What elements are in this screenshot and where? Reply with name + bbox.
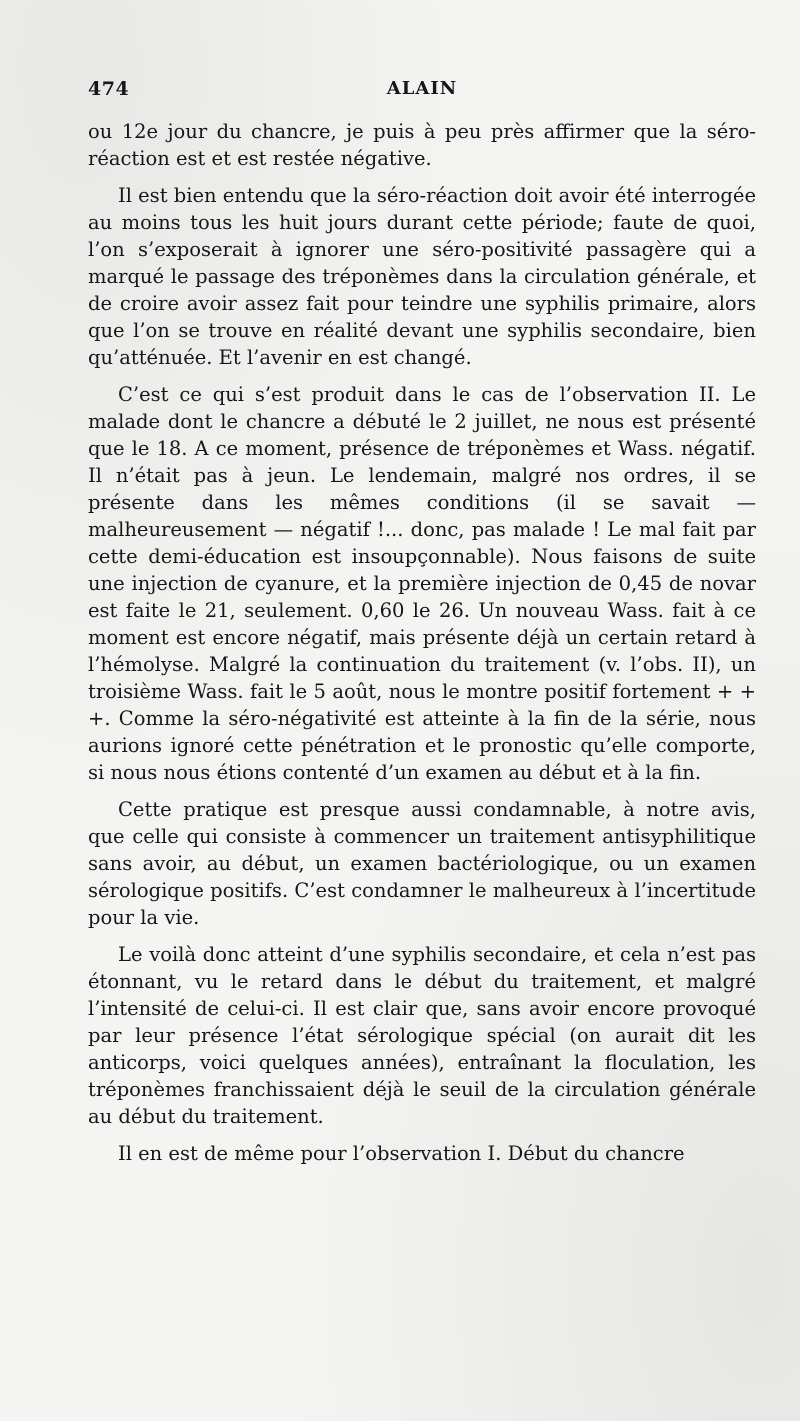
paragraph-sero-reaction: Il est bien entendu que la séro-réaction doit avoir été interrogée au moins tous les huit jours durant cette période; faute de quoi, l’on s’exposerait à ignorer une séro-positivité passagère qui a marqué le passage des tréponèmes dans la circulation générale, et de croire avoir assez fait pour teindre une syphilis primaire, alors que l’on se trouve en réalité devant une syphilis secondaire, bien qu’atténuée. Et l’avenir en est changé.: [88, 184, 756, 369]
running-header: [88, 70, 756, 104]
paragraph-syphilis-secondaire: Le voilà donc atteint d’une syphilis secondaire, et cela n’est pas étonnant, vu le retard dans le début du traitement, et malgré l’intensité de celui-ci. Il est clair que, sans avoir encore provoqué par leur présence l’état sérologique spécial (on aurait dit les anticorps, voici quelques années), entraînant la floculation, les tréponèmes franchissaient déjà le seuil de la circulation générale au début du traitement.: [88, 943, 756, 1128]
page-number: 474: [88, 78, 130, 100]
page-content: [88, 70, 756, 1167]
body-text: [88, 118, 756, 1167]
running-title: ALAIN: [386, 78, 458, 99]
paragraph-pratique: Cette pratique est presque aussi condamnable, à notre avis, que celle qui consiste à commencer un traitement antisyphilitique sans avoir, au début, un examen bactériologique, ou un examen sérologique positifs. C’est condamner le malheureux à l’incertitude pour la vie.: [88, 798, 756, 929]
paragraph-observation-i: Il en est de même pour l’observation I. Début du chancre: [118, 1142, 685, 1165]
paragraph-continuation: ou 12e jour du chancre, je puis à peu près affirmer que la séro-réaction est et est restée négative.: [88, 120, 756, 170]
paragraph-observation-ii: C’est ce qui s’est produit dans le cas de l’observation II. Le malade dont le chancre a débuté le 2 juillet, ne nous est présenté que le 18. A ce moment, présence de tréponèmes et Wass. négatif. Il n’était pas à jeun. Le lendemain, malgré nos ordres, il se présente dans les mêmes conditions (il se savait — malheureusement — négatif !... donc, pas malade ! Le mal fait par cette demi-éducation est insoupçonnable). Nous faisons de suite une injection de cyanure, et la première injection de 0,45 de novar est faite le 21, seulement. 0,60 le 26. Un nouveau Wass. fait à ce moment est encore négatif, mais présente déjà un certain retard à l’hémolyse. Malgré la continuation du traitement (v. l’obs. II), un troisième Wass. fait le 5 août, nous le montre positif fortement + + +. Comme la séro-négativité est atteinte à la fin de la série, nous aurions ignoré cette pénétration et le pronostic qu’elle comporte, si nous nous étions contenté d’un examen au début et à la fin.: [88, 383, 756, 784]
